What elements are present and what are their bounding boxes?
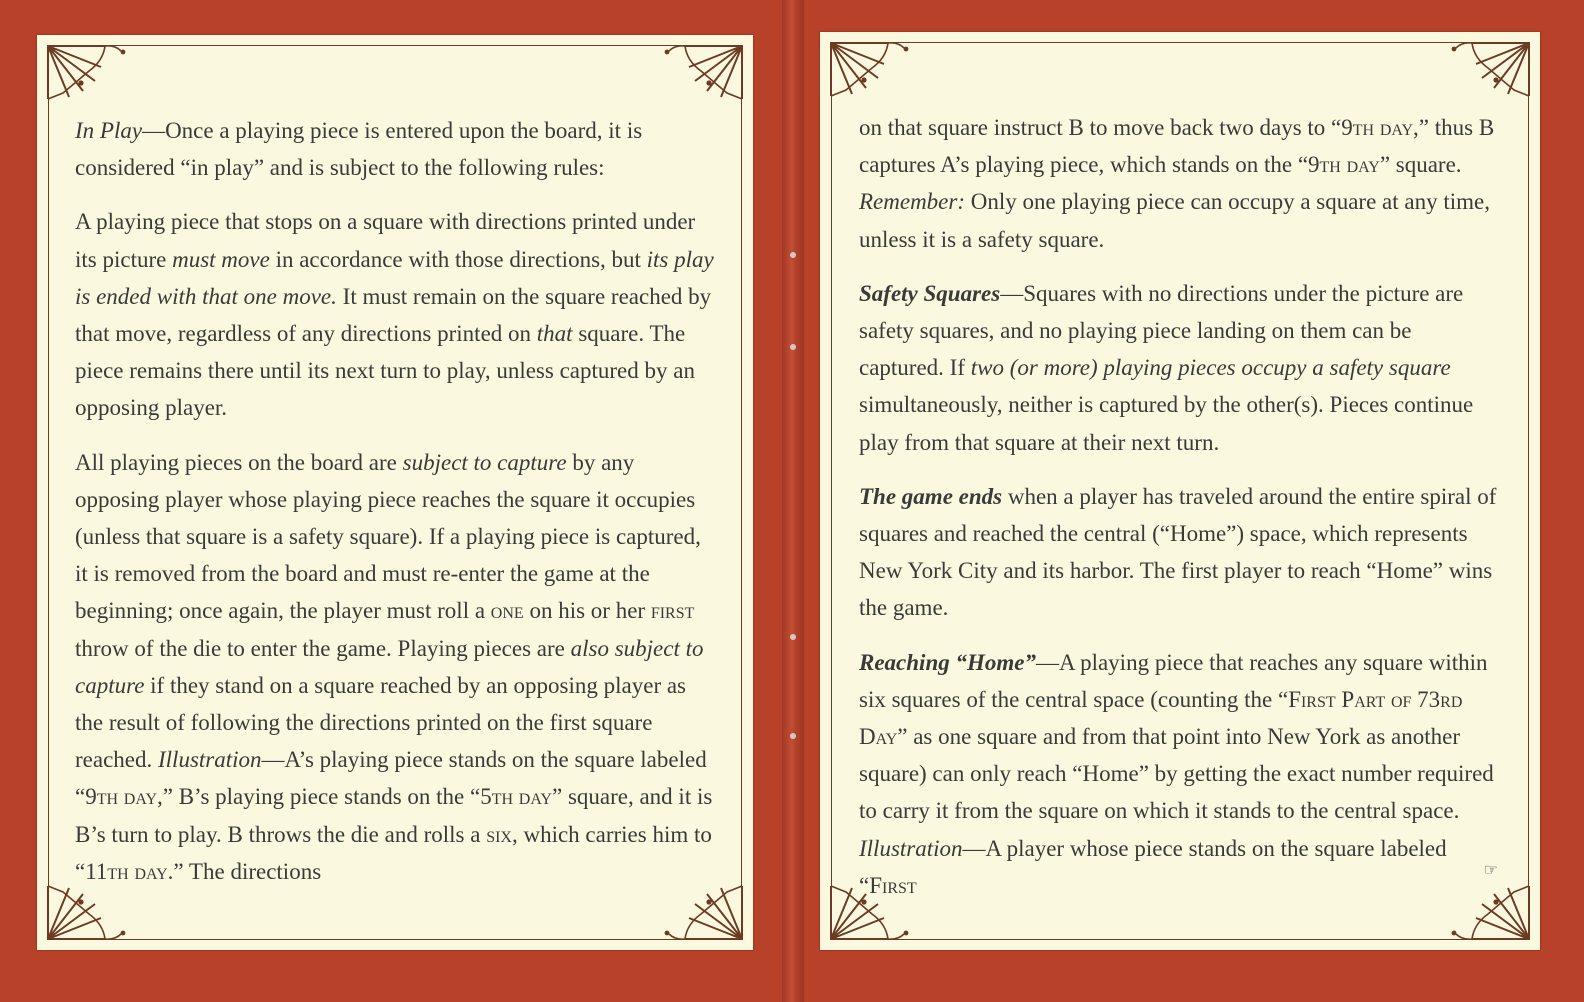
safety-squares-heading: Safety Squares — [859, 280, 1001, 306]
in-play-paragraph: In Play—Once a playing piece is entered upon the board, it is considered “in play” and is subject to the following rules: — [75, 118, 643, 181]
corner-ornament-icon — [663, 43, 745, 101]
in-play-heading: In Play — [75, 118, 143, 143]
stops-paragraph: A playing piece that stops on a square with directions printed under its picture must move in accordance with those directions, but its play is ended with that one move. It must remain on the square reached by that move, regardless of any directions printed on that square. The piece remains there until its next turn to play, unless captured by an opposing player. — [75, 209, 714, 421]
game-ends-heading: The game ends — [859, 483, 1003, 509]
left-page-text — [75, 112, 715, 907]
right-page-text — [859, 109, 1499, 921]
left-page — [37, 35, 753, 950]
booklet-spine — [782, 0, 804, 1002]
right-page — [820, 32, 1540, 950]
continued-paragraph: on that square instruct B to move back two days to “9th day,” thus B captures A’s playing piece, which stands on the “9th day” square. Remember: Only one playing piece can occupy a square at any time, unless it is a safety square. — [859, 115, 1495, 252]
safety-squares-paragraph: Safety Squares—Squares with no directions under the picture are safety squares, and no playing piece landing on them can be captured. If two (or more) playing pieces occupy a safety square simultaneously, neither is captured by the other(s). Pieces continue play from that square at their next turn. — [859, 280, 1474, 455]
staple — [790, 733, 796, 739]
staple — [790, 252, 796, 258]
corner-ornament-icon — [45, 43, 127, 101]
turn-page-hand-icon: ☞ — [1483, 862, 1498, 879]
game-ends-paragraph: The game ends when a player has traveled around the entire spiral of squares and reached the central (“Home”) space, which represents New York City and its harbor. The first player to reach “Home” wins the game. — [859, 483, 1497, 621]
corner-ornament-icon — [1450, 40, 1532, 98]
corner-ornament-icon — [828, 40, 910, 98]
capture-paragraph: All playing pieces on the board are subject to capture by any opposing player whose playing piece reaches the square it occupies (unless that square is a safety square). If a playing piece is captured, it is removed from the board and must re-enter the game at the beginning; once again, the player must roll a one on his or her first throw of the die to enter the game. Playing pieces are also subject to capture if they stand on a square reached by an opposing player as the result of following the directions printed on the first square reached. Illustration—A’s playing piece stands on the square labeled “9th day,” B’s playing piece stands on the “5th day” square, and it is B’s turn to play. B throws the die and rolls a six, which carries him to “11th day.” The directions — [75, 449, 713, 884]
reaching-home-heading: Reaching “Home” — [859, 649, 1036, 675]
staple — [790, 344, 796, 350]
staple — [790, 634, 796, 640]
reaching-home-paragraph: Reaching “Home”—A playing piece that reaches any square within six squares of the central space (counting the “First Part of 73rd Day” as one square and from that point into New York as another square) can only reach “Home” by getting the exact number required to carry it from the square on which it stands to the central space. Illustration—A player whose piece stands on the square labeled “First — [859, 649, 1494, 898]
